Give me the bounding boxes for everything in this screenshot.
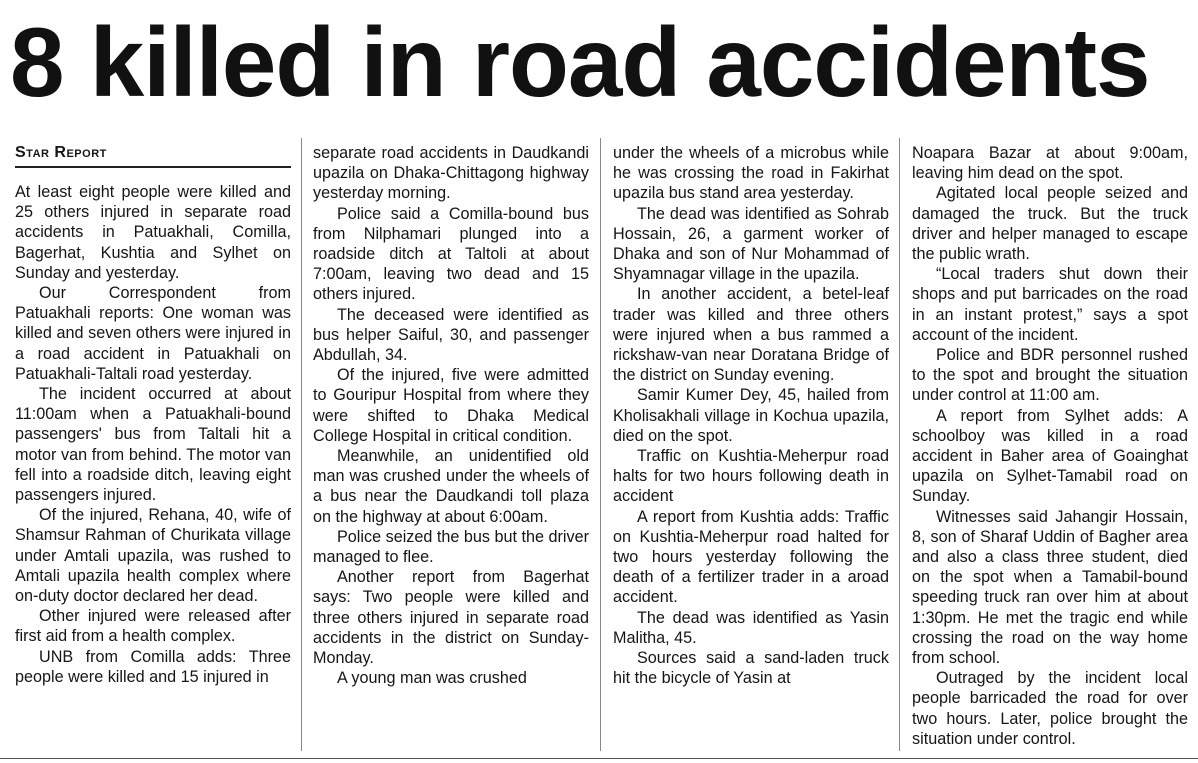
paragraph: Noapara Bazar at about 9:00am, leaving him dead on the spot. bbox=[912, 144, 1188, 183]
paragraph: Meanwhile, an unidentified old man was crushed under the wheels of a bus near the Daudkandi toll plaza on the highway at about 6:00am. bbox=[313, 447, 589, 526]
paragraph: Witnesses said Jahangir Hossain, 8, son of Sharaf Uddin of Bagher area and also a class three student, died on the spot when a Tamabil-bound speeding truck ran over him at about 1:30pm. He met the tragic end while crossing the road on the way home from school. bbox=[912, 507, 1188, 668]
paragraph: Police said a Comilla-bound bus from Nilphamari plunged into a roadside ditch at Taltoli at about 7:00am, leaving two dead and 15 others injured. bbox=[313, 204, 589, 304]
article-column-4 bbox=[912, 143, 1188, 753]
article-column-2 bbox=[313, 143, 589, 753]
paragraph: separate road accidents in Daudkandi upazila on Dhaka-Chittagong highway yesterday morning. bbox=[313, 144, 589, 203]
byline: Star Report bbox=[15, 143, 291, 168]
paragraph: The dead was identified as Sohrab Hossain, 26, a garment worker of Dhaka and son of Nur Mohammad of Shyamnagar village in the upazila. bbox=[613, 204, 889, 284]
paragraph: Traffic on Kushtia-Meherpur road halts for two hours following death in accident bbox=[613, 447, 889, 506]
headline: 8 killed in road accidents bbox=[10, 7, 1150, 117]
paragraph: Police and BDR personnel rushed to the spot and brought the situation under control at 11:00 am. bbox=[912, 346, 1188, 405]
paragraph: Another report from Bagerhat says: Two people were killed and three others injured in separate road accidents in the district on Sunday-Monday. bbox=[313, 568, 589, 668]
article-column-3 bbox=[613, 143, 889, 753]
paragraph: Other injured were released after first aid from a health complex. bbox=[15, 607, 291, 646]
paragraph: In another accident, a betel-leaf trader was killed and three others were injured when a bus rammed a rickshaw-van near Doratana Bridge of the district on Sunday evening. bbox=[613, 285, 889, 385]
paragraph: The deceased were identified as bus helper Saiful, 30, and passenger Abdullah, 34. bbox=[313, 305, 589, 365]
paragraph: The dead was identified as Yasin Malitha, 45. bbox=[613, 608, 889, 647]
column-divider bbox=[600, 138, 601, 751]
paragraph: The incident occurred at about 11:00am when a Patuakhali-bound passengers' bus from Taltali hit a motor van from behind. The motor van fell into a roadside ditch, leaving eight passengers injured. bbox=[15, 385, 291, 505]
paragraph: Of the injured, Rehana, 40, wife of Shamsur Rahman of Churikata village under Amtali upazila, was rushed to Amtali upazila health complex where on-duty doctor declared her dead. bbox=[15, 506, 291, 606]
bottom-rule bbox=[0, 758, 1198, 759]
paragraph: Sources said a sand-laden truck hit the bicycle of Yasin at bbox=[613, 649, 889, 688]
paragraph: Our Correspondent from Patuakhali reports: One woman was killed and seven others were injured in a road accident in Patuakhali on Patuakhali-Taltali road yesterday. bbox=[15, 284, 291, 383]
column-divider bbox=[301, 138, 302, 751]
paragraph: Of the injured, five were admitted to Gouripur Hospital from where they were shifted to Dhaka Medical College Hospital in critical condition. bbox=[313, 366, 589, 445]
paragraph: UNB from Comilla adds: Three people were killed and 15 injured in bbox=[15, 647, 291, 686]
paragraph: A report from Sylhet adds: A schoolboy was killed in a road accident in Baher area of Goainghat upazila on Sylhet-Tamabil road on Sunday. bbox=[912, 406, 1188, 506]
paragraph: Outraged by the incident local people barricaded the road for over two hours. Later, police brought the situation under control. bbox=[912, 669, 1188, 748]
paragraph: A report from Kushtia adds: Traffic on Kushtia-Meherpur road halted for two hours yesterday following the death of a fertilizer trader in a aroad accident. bbox=[613, 507, 889, 607]
paragraph: under the wheels of a microbus while he was crossing the road in Fakirhat upazila bus stand area yesterday. bbox=[613, 144, 889, 203]
article-column-1 bbox=[15, 143, 291, 753]
paragraph: Samir Kumer Dey, 45, hailed from Kholisakhali village in Kochua upazila, died on the spot. bbox=[613, 386, 889, 445]
paragraph: A young man was crushed bbox=[337, 669, 527, 688]
paragraph: At least eight people were killed and 25 others injured in separate road accidents in Patuakhali, Comilla, Bagerhat, Kushtia and Sylhet on Sunday and yesterday. bbox=[15, 183, 291, 282]
paragraph: Agitated local people seized and damaged the truck. But the truck driver and helper managed to escape the public wrath. bbox=[912, 184, 1188, 264]
paragraph: “Local traders shut down their shops and put barricades on the road in an instant protest,” says a spot account of the incident. bbox=[912, 265, 1188, 344]
paragraph: Police seized the bus but the driver managed to flee. bbox=[313, 527, 589, 567]
column-divider bbox=[899, 138, 900, 751]
